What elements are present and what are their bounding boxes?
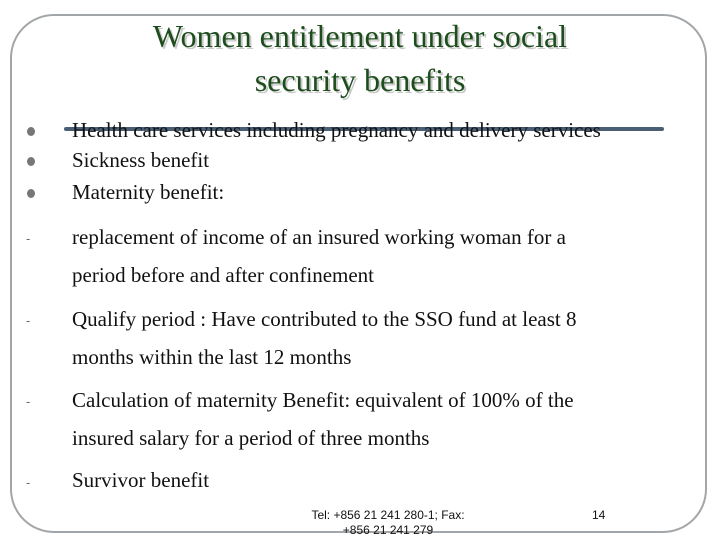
sub-item-line-1: replacement of income of an insured working woman for a bbox=[72, 225, 566, 249]
footer-line-1: Tel: +856 21 241 280-1; Fax: bbox=[311, 508, 465, 522]
sub-item-qualify-period bbox=[72, 300, 690, 376]
dash-marker: - bbox=[26, 475, 31, 490]
dash-marker: - bbox=[26, 394, 31, 409]
bullet-item-sickness: Sickness benefit bbox=[72, 148, 210, 172]
footer-line-2: +856 21 241 279 bbox=[342, 523, 434, 537]
title-line-2: security benefits bbox=[254, 62, 466, 98]
sub-item-calculation bbox=[72, 381, 690, 457]
bullet-dot-icon bbox=[27, 189, 35, 198]
slide-title bbox=[60, 14, 660, 102]
sub-item-line-2: period before and after confinement bbox=[72, 263, 375, 287]
bullet-dot-icon bbox=[27, 157, 35, 166]
sub-item-line-1: Survivor benefit bbox=[72, 468, 210, 492]
sub-item-line-1: Calculation of maternity Benefit: equivalent of 100% of the bbox=[72, 388, 574, 412]
dash-marker: - bbox=[26, 231, 31, 246]
sub-item-line-2: months within the last 12 months bbox=[72, 345, 352, 369]
title-line-1: Women entitlement under social bbox=[152, 18, 568, 54]
dash-marker: - bbox=[26, 313, 31, 328]
sub-item-replacement bbox=[72, 218, 690, 294]
page-number: 14 bbox=[592, 508, 606, 522]
bullet-item-health-care: Health care services including pregnancy and delivery services bbox=[72, 118, 601, 142]
sub-item-line-2: insured salary for a period of three months bbox=[72, 426, 430, 450]
bullet-dot-icon bbox=[27, 127, 35, 136]
bullet-item-maternity: Maternity benefit: bbox=[72, 180, 225, 204]
footer-contact bbox=[278, 508, 498, 538]
sub-item-survivor bbox=[72, 461, 690, 499]
sub-item-line-1: Qualify period : Have contributed to the SSO fund at least 8 bbox=[72, 307, 577, 331]
